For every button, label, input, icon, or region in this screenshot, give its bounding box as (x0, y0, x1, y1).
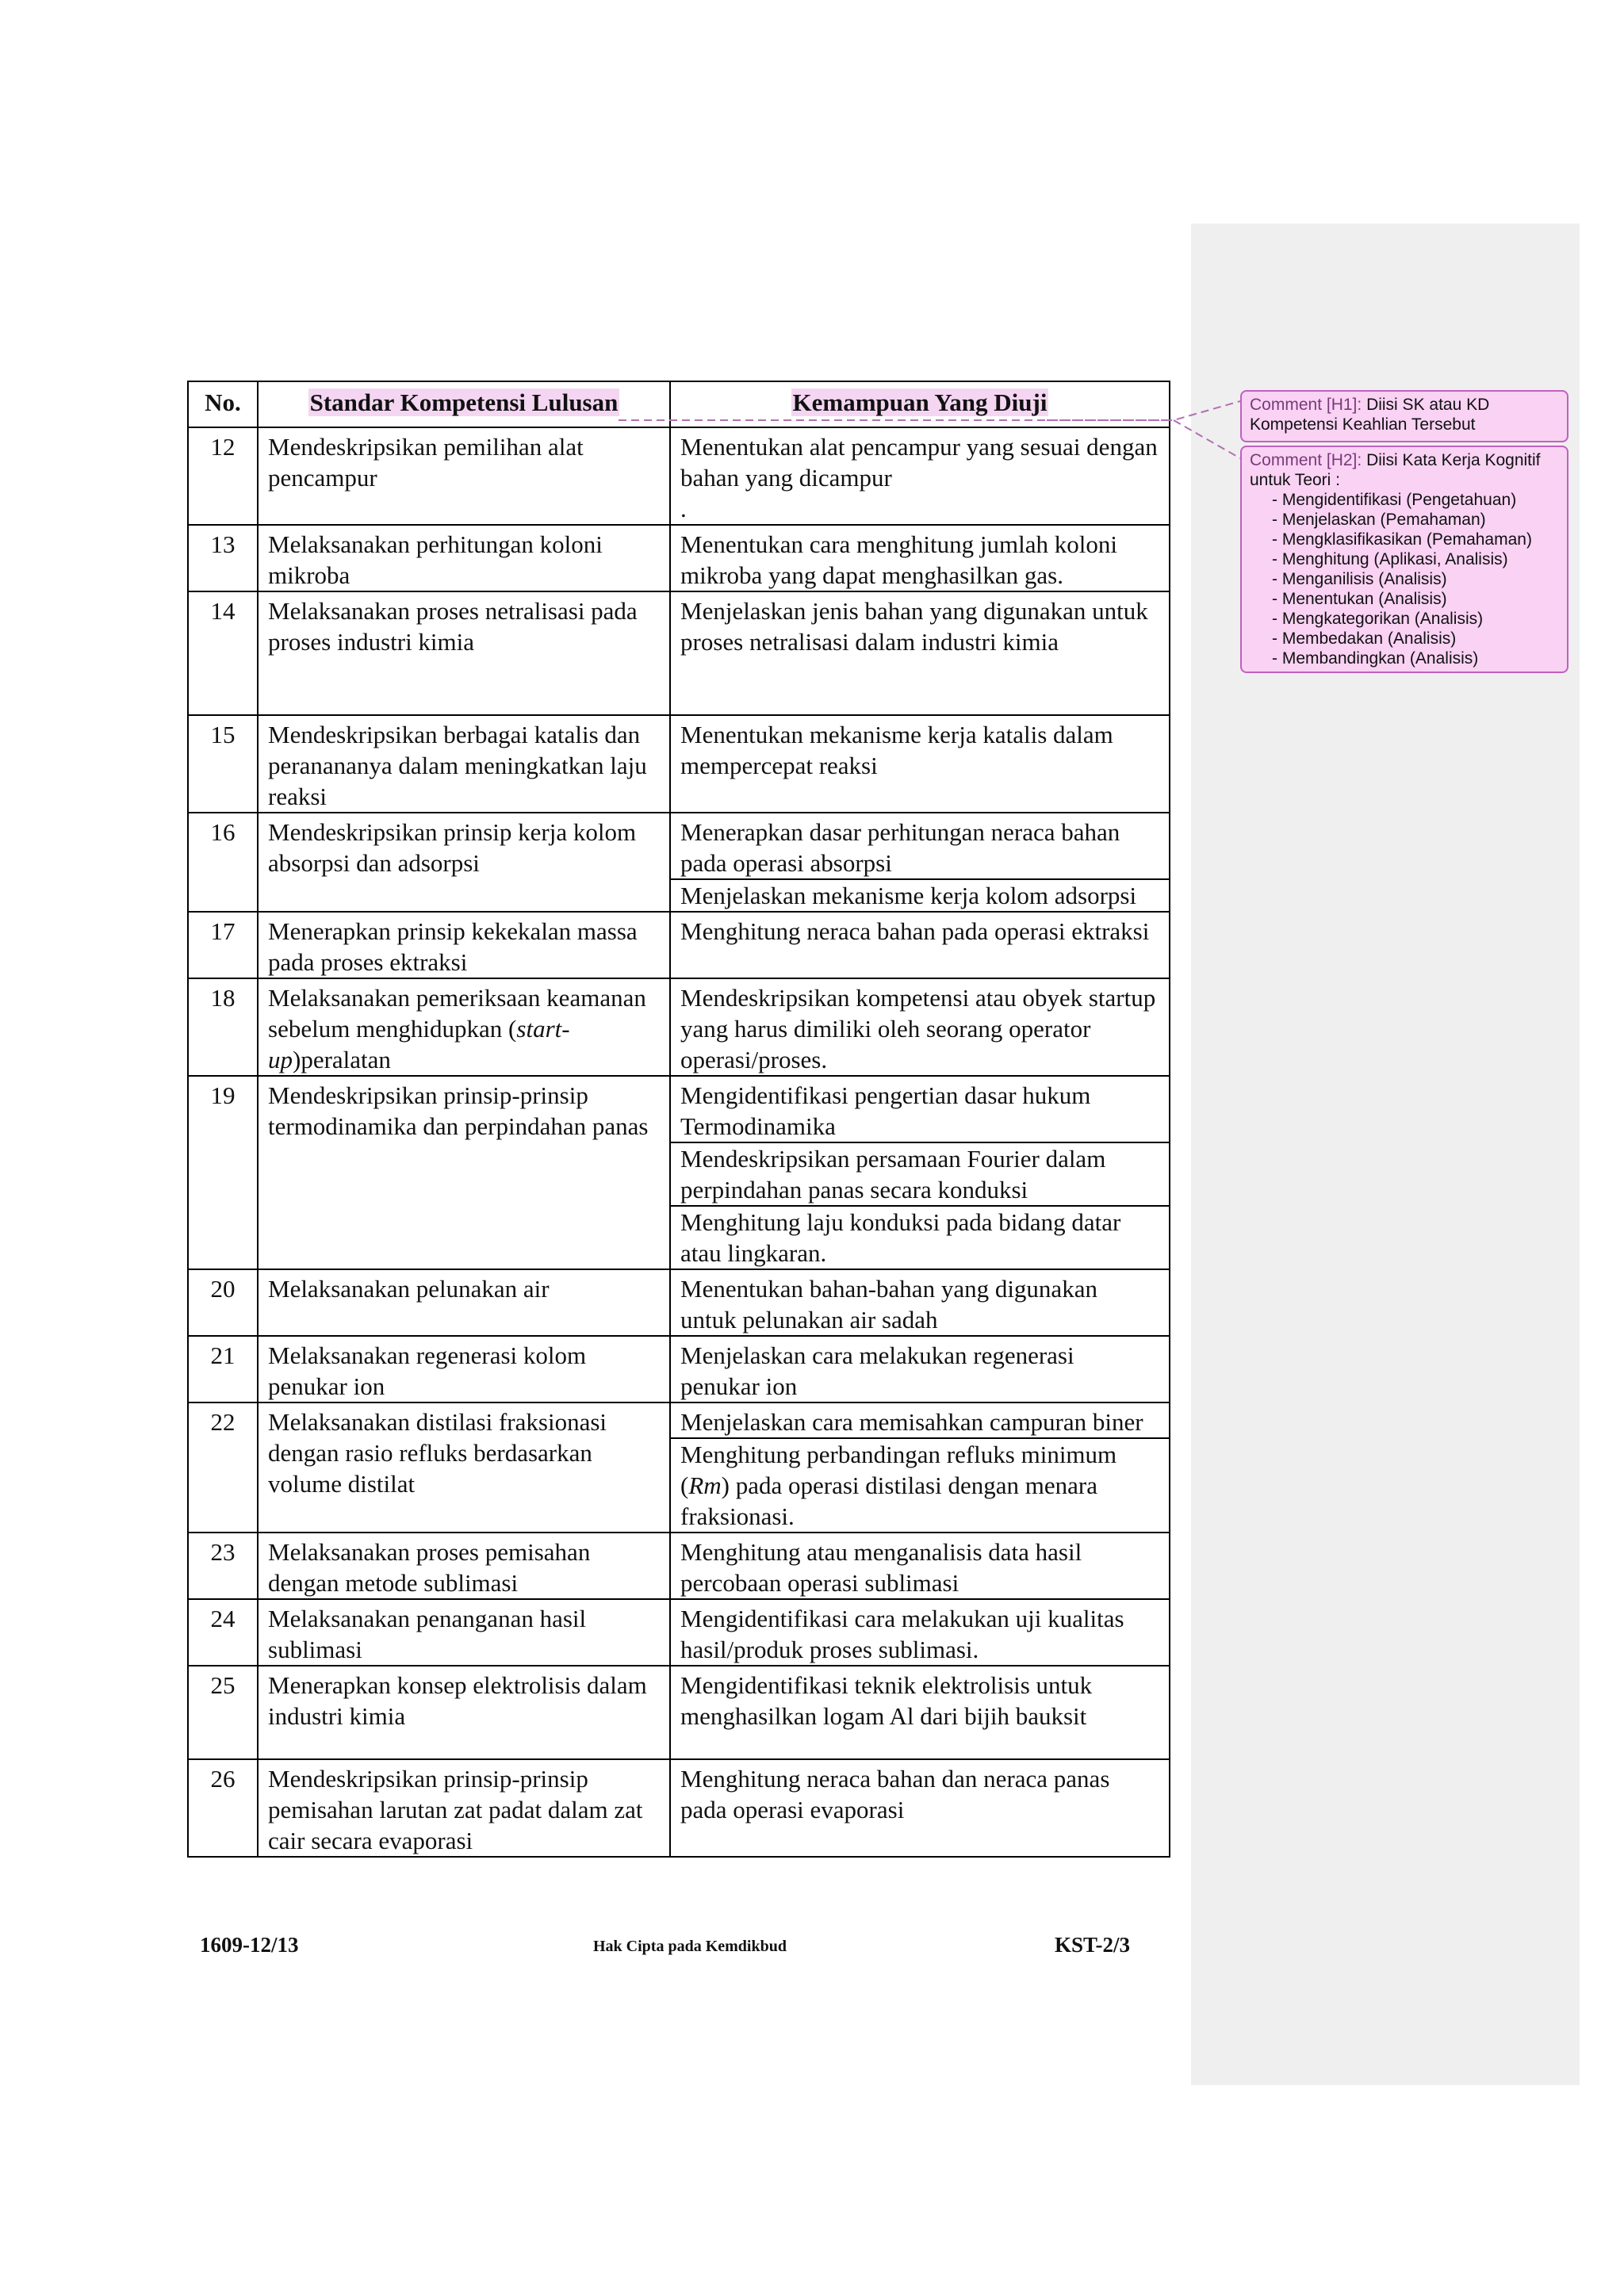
footer-right: KST-2/3 (1055, 1933, 1131, 1957)
row-skl: Menerapkan prinsip kekekalan massa pada proses ektraksi (258, 912, 670, 978)
row-kemampuan-item: Mendeskripsikan persamaan Fourier dalam perpindahan panas secara konduksi (671, 1142, 1169, 1205)
row-kemampuan-item: Menjelaskan jenis bahan yang digunakan untuk proses netralisasi dalam industri kimia (680, 597, 1148, 656)
row-kemampuan-item: Menghitung neraca bahan pada operasi ektraksi (680, 917, 1150, 945)
row-kemampuan-item: Menghitung atau menganalisis data hasil percobaan operasi sublimasi (680, 1538, 1082, 1597)
row-number: 16 (188, 813, 258, 912)
footer-center: Hak Cipta pada Kemdikbud (593, 1938, 787, 1955)
row-skl: Melaksanakan penanganan hasil sublimasi (258, 1599, 670, 1666)
row-kemampuan-item: Mengidentifikasi cara melakukan uji kualitas hasil/produk proses sublimasi. (680, 1605, 1124, 1663)
row-skl: Melaksanakan proses pemisahan dengan metode sublimasi (258, 1533, 670, 1599)
row-skl: Melaksanakan regenerasi kolom penukar ion (258, 1336, 670, 1402)
comment-h2[interactable] (1240, 446, 1568, 673)
header-skl-text: Standar Kompetensi Lulusan (309, 388, 619, 416)
row-kemampuan-item: Menentukan bahan-bahan yang digunakan untuk pelunakan air sadah (680, 1275, 1097, 1334)
row-number: 22 (188, 1402, 258, 1533)
row-skl-text-end: )peralatan (293, 1046, 391, 1073)
row-number: 26 (188, 1759, 258, 1857)
row-number: 12 (188, 427, 258, 525)
comment-h1-text: Diisi SK atau KD Kompetensi Keahlian Tersebut (1250, 396, 1490, 434)
row-kemampuan-item: Menerapkan dasar perhitungan neraca bahan pada operasi absorpsi (680, 818, 1120, 877)
comment-h2-item: - Menganilisis (Analisis) (1272, 570, 1447, 588)
row-skl: Mendeskripsikan prinsip-prinsip termodinamika dan perpindahan panas (258, 1076, 670, 1269)
row-kemampuan-item: Menghitung laju konduksi pada bidang datar atau lingkaran. (671, 1205, 1169, 1269)
row-number: 15 (188, 715, 258, 813)
row-number: 20 (188, 1269, 258, 1336)
row-number: 14 (188, 591, 258, 715)
row-kemampuan-item: Menjelaskan cara melakukan regenerasi penukar ion (680, 1341, 1074, 1400)
row-number: 25 (188, 1666, 258, 1759)
row-number: 13 (188, 525, 258, 591)
rm-text-end: ) pada operasi distilasi dengan menara fraksionasi. (680, 1471, 1097, 1530)
row-skl: Melaksanakan distilasi fraksionasi dengan rasio refluks berdasarkan volume distilat (258, 1402, 670, 1533)
row-kemampuan-item: Menentukan mekanisme kerja katalis dalam mempercepat reaksi (680, 721, 1113, 779)
comment-h2-item: - Membedakan (Analisis) (1272, 629, 1457, 648)
row-skl: Mendeskripsikan pemilihan alat pencampur (258, 427, 670, 525)
row-skl: Mendeskripsikan berbagai katalis dan peranananya dalam meningkatkan laju reaksi (258, 715, 670, 813)
row-skl: Melaksanakan pelunakan air (258, 1269, 670, 1336)
header-no: No. (188, 381, 258, 427)
row-skl: Menerapkan konsep elektrolisis dalam industri kimia (258, 1666, 670, 1759)
rm-text: Menghitung perbandingan refluks minimum ( (680, 1441, 1117, 1499)
comment-h2-item: - Menentukan (Analisis) (1272, 590, 1447, 608)
row-kemampuan-item: Mengidentifikasi pengertian dasar hukum Termodinamika (680, 1081, 1091, 1140)
comment-h2-item: - Menghitung (Aplikasi, Analisis) (1272, 550, 1508, 568)
comment-h2-item: - Membandingkan (Analisis) (1272, 649, 1479, 668)
row-kemampuan-item: Mengidentifikasi teknik elektrolisis untuk menghasilkan logam Al dari bijih bauksit (680, 1671, 1093, 1730)
comment-h2-item: - Mengidentifikasi (Pengetahuan) (1272, 491, 1517, 509)
row-skl-emphasis: start-up (268, 1015, 570, 1073)
footer-left: 1609-12/13 (200, 1933, 299, 1957)
row-number: 21 (188, 1336, 258, 1402)
row-kemampuan-item: Menentukan cara menghitung jumlah koloni mikroba yang dapat menghasilkan gas. (680, 530, 1117, 589)
comment-h2-item: - Mengklasifikasikan (Pemahaman) (1272, 530, 1532, 549)
row-number: 23 (188, 1533, 258, 1599)
row-skl-text: Melaksanakan pemeriksaan keamanan sebelum menghidupkan ( (268, 984, 646, 1043)
row-kemampuan-item: Menentukan alat pencampur yang sesuai dengan bahan yang dicampur . (680, 433, 1158, 522)
row-skl: Melaksanakan proses netralisasi pada proses industri kimia (258, 591, 670, 715)
row-kemampuan-item: Menghitung neraca bahan dan neraca panas pada operasi evaporasi (680, 1765, 1110, 1823)
row-number: 19 (188, 1076, 258, 1269)
comment-h2-label: Comment [H2]: (1250, 451, 1362, 469)
row-skl: Mendeskripsikan prinsip kerja kolom absorpsi dan adsorpsi (258, 813, 670, 912)
rm-emphasis: Rm (688, 1471, 722, 1499)
row-skl: Melaksanakan perhitungan koloni mikroba (258, 525, 670, 591)
comment-h1[interactable] (1240, 390, 1568, 442)
row-number: 18 (188, 978, 258, 1076)
comment-h1-label: Comment [H1]: (1250, 396, 1362, 414)
header-kemampuan-text: Kemampuan Yang Diuji (792, 388, 1048, 416)
comment-h2-item: - Menjelaskan (Pemahaman) (1272, 511, 1486, 529)
row-kemampuan-item: Menjelaskan cara memisahkan campuran biner (680, 1408, 1143, 1436)
row-number: 17 (188, 912, 258, 978)
comment-h2-text: Diisi Kata Kerja Kognitif untuk Teori : (1250, 451, 1541, 489)
row-kemampuan-item: Menjelaskan mekanisme kerja kolom adsorpsi (671, 878, 1169, 911)
comment-h2-item: - Mengkategorikan (Analisis) (1272, 610, 1484, 628)
row-skl: Mendeskripsikan prinsip-prinsip pemisahan larutan zat padat dalam zat cair secara evaporasi (258, 1759, 670, 1857)
row-kemampuan-item: Mendeskripsikan kompetensi atau obyek startup yang harus dimiliki oleh seorang operator operasi/proses. (680, 984, 1156, 1073)
row-number: 24 (188, 1599, 258, 1666)
